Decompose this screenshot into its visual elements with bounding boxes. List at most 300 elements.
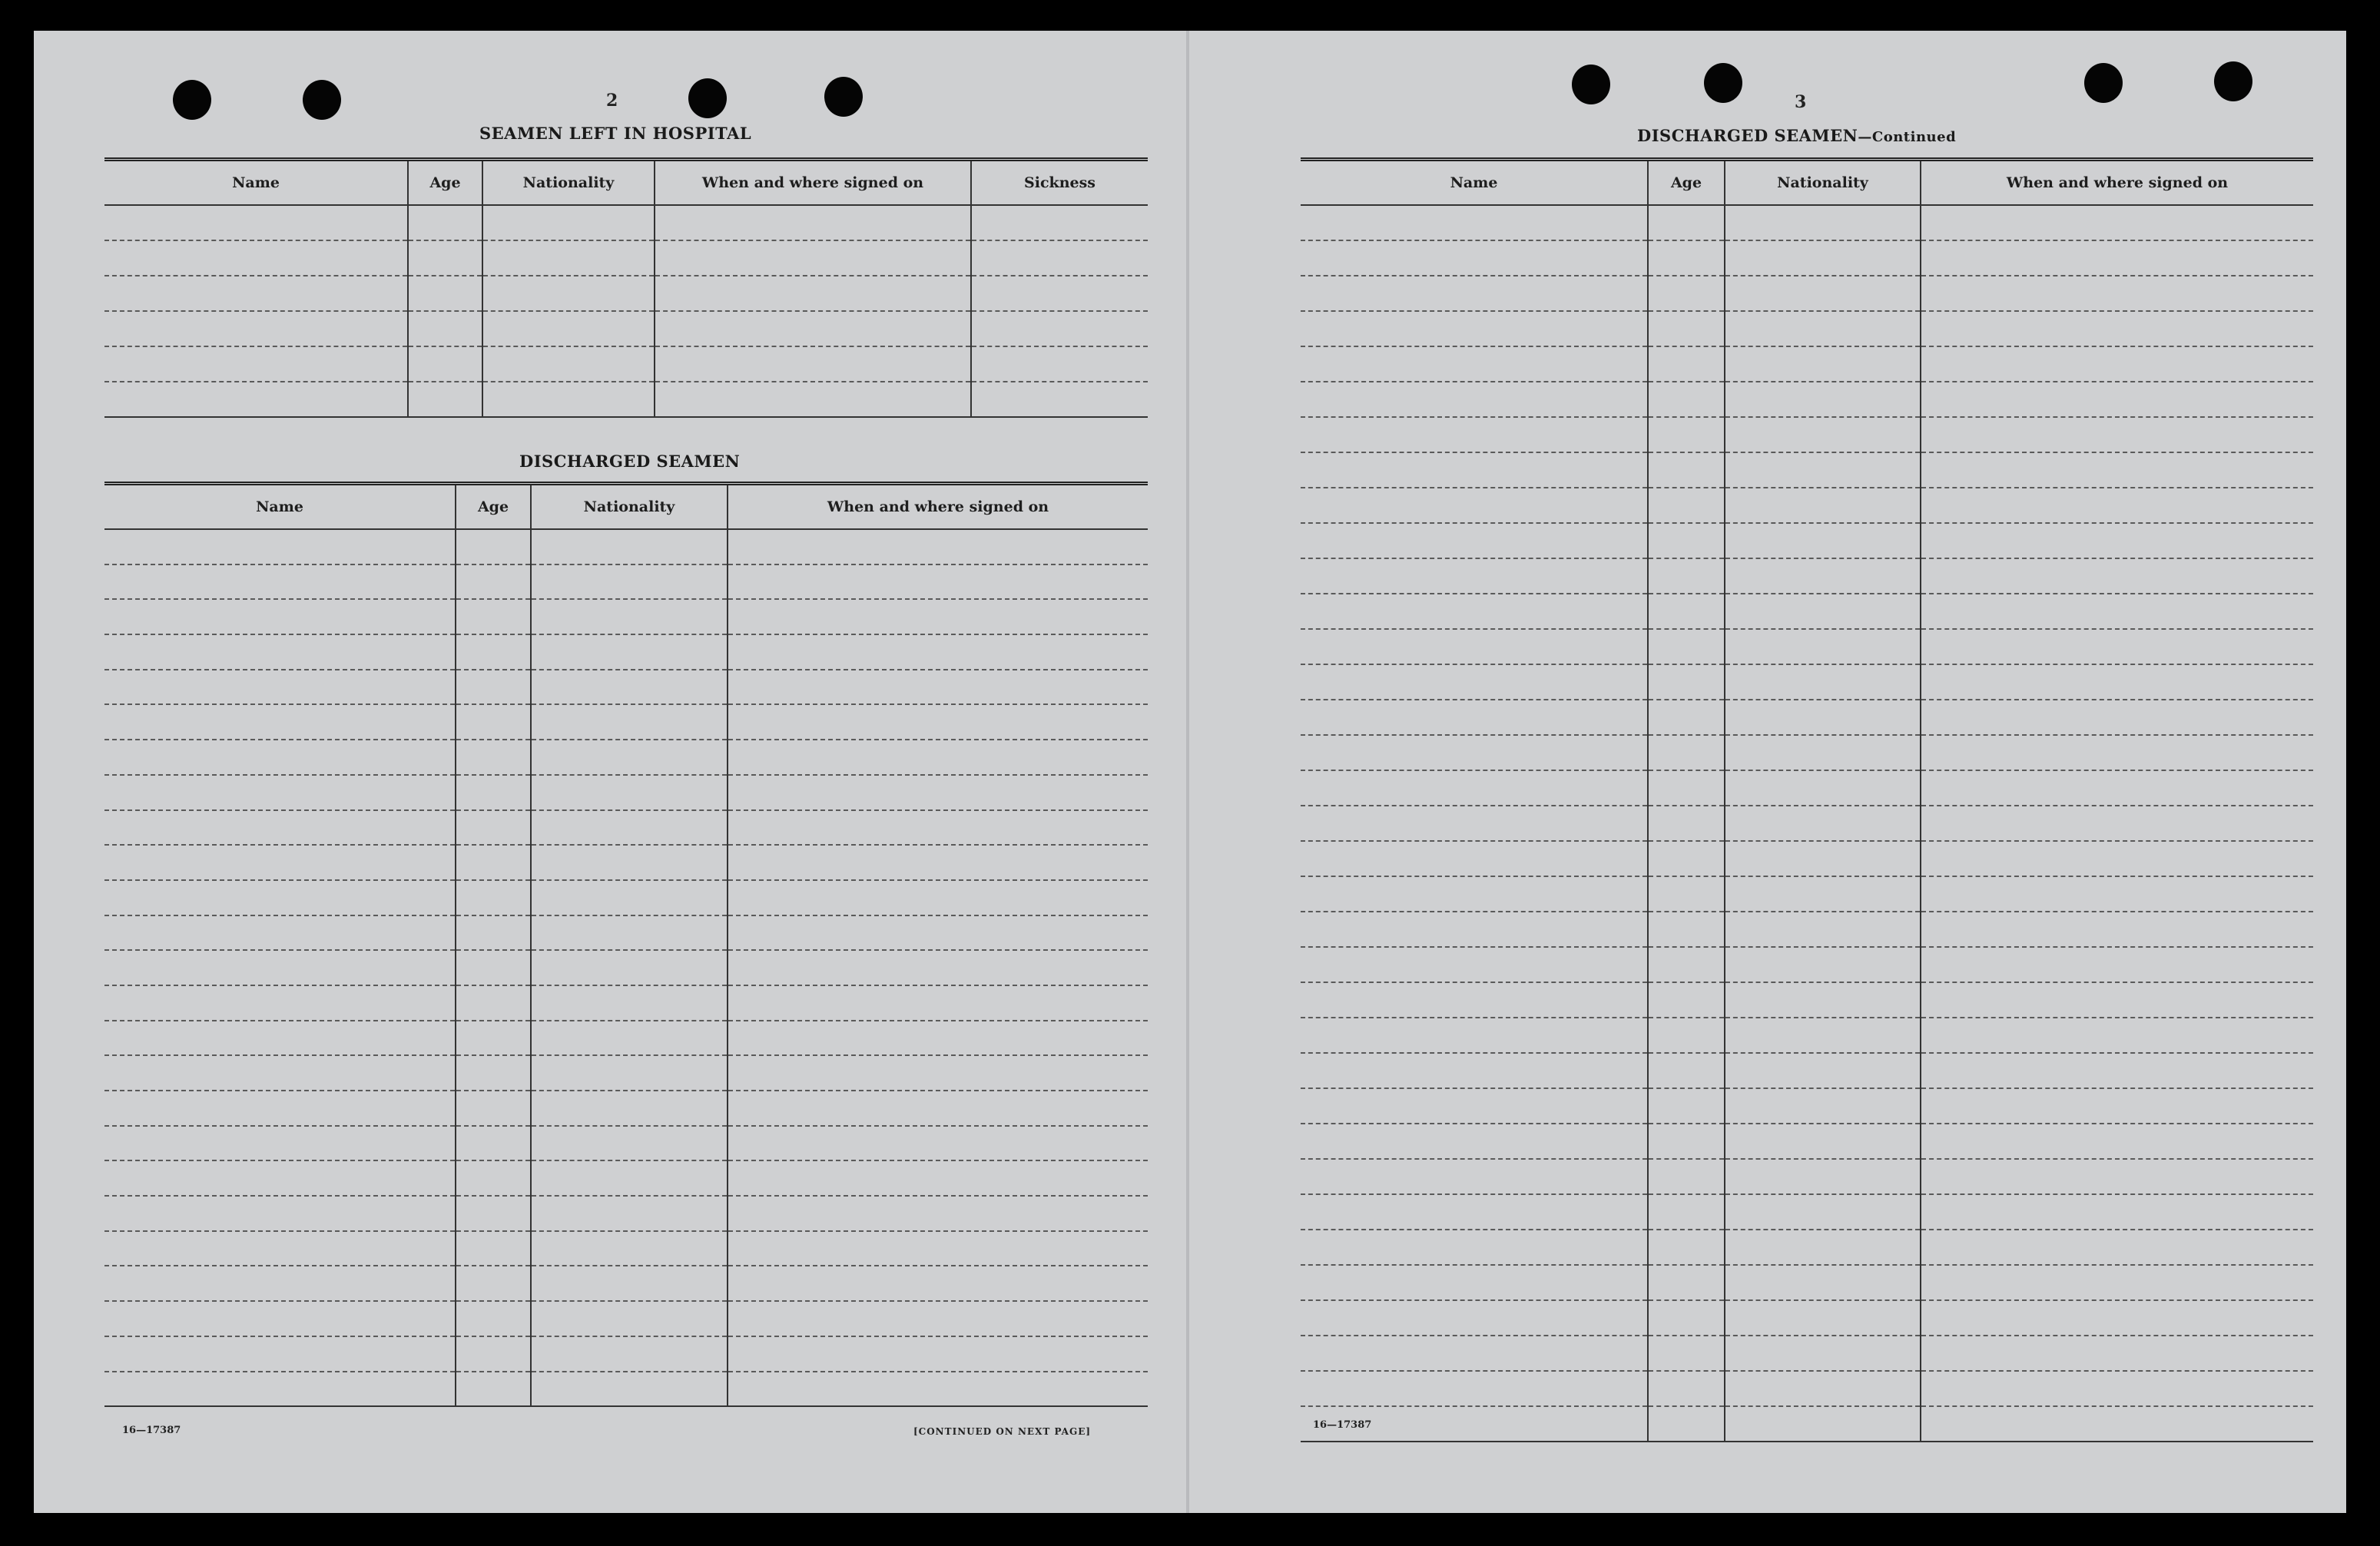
blank-cell	[1648, 841, 1725, 876]
blank-row	[104, 775, 1148, 810]
blank-row	[104, 1196, 1148, 1231]
blank-cell	[1648, 452, 1725, 488]
blank-cell	[1725, 1300, 1921, 1336]
blank-cell	[1301, 629, 1648, 664]
blank-cell	[1301, 1053, 1648, 1088]
blank-cell	[1921, 417, 2313, 452]
blank-cell	[1725, 558, 1921, 594]
blank-row	[1301, 1088, 2313, 1124]
column-header-nationality: Nationality	[482, 160, 655, 206]
blank-cell	[104, 1301, 456, 1336]
blank-cell	[408, 346, 482, 382]
blank-cell	[531, 1055, 728, 1091]
section-title-main: DISCHARGED SEAMEN	[1637, 126, 1858, 145]
punch-hole	[1572, 65, 1610, 104]
blank-cell	[1648, 1406, 1725, 1442]
blank-cell	[1648, 558, 1725, 594]
blank-cell	[531, 1336, 728, 1372]
blank-cell	[104, 1196, 456, 1231]
hospital-header-row	[104, 160, 1148, 206]
discharged-continued-title	[1637, 126, 1956, 145]
blank-row	[1301, 488, 2313, 523]
blank-cell	[728, 950, 1148, 985]
blank-cell	[531, 564, 728, 600]
blank-cell	[531, 1301, 728, 1336]
blank-cell	[1301, 664, 1648, 700]
blank-row	[1301, 205, 2313, 240]
blank-cell	[971, 382, 1148, 417]
blank-cell	[531, 775, 728, 810]
column-header-nationality: Nationality	[531, 484, 728, 530]
blank-cell	[1725, 806, 1921, 841]
blank-cell	[104, 810, 456, 846]
blank-cell	[1921, 382, 2313, 417]
blank-cell	[456, 670, 531, 705]
column-header-name: Name	[104, 160, 408, 206]
blank-cell	[456, 845, 531, 880]
blank-cell	[1725, 876, 1921, 912]
blank-cell	[104, 346, 408, 382]
blank-cell	[1301, 1371, 1648, 1406]
blank-cell	[1921, 1300, 2313, 1336]
blank-cell	[1921, 558, 2313, 594]
blank-cell	[104, 915, 456, 951]
right-page	[1190, 31, 2346, 1513]
blank-cell	[1648, 417, 1725, 452]
blank-cell	[456, 950, 531, 985]
blank-cell	[1725, 594, 1921, 629]
blank-cell	[531, 845, 728, 880]
blank-row	[1301, 629, 2313, 664]
blank-row	[1301, 876, 2313, 912]
blank-row	[104, 704, 1148, 740]
blank-cell	[1921, 452, 2313, 488]
blank-row	[1301, 700, 2313, 735]
blank-cell	[1301, 912, 1648, 947]
punch-hole	[2214, 61, 2252, 101]
blank-cell	[456, 1091, 531, 1126]
blank-cell	[971, 205, 1148, 240]
left-page	[34, 31, 1186, 1513]
blank-row	[104, 1266, 1148, 1301]
blank-cell	[1301, 205, 1648, 240]
blank-cell	[1648, 770, 1725, 806]
blank-row	[104, 880, 1148, 915]
blank-cell	[728, 845, 1148, 880]
blank-cell	[1921, 806, 2313, 841]
blank-cell	[104, 880, 456, 915]
blank-cell	[482, 346, 655, 382]
blank-cell	[1725, 417, 1921, 452]
blank-row	[1301, 770, 2313, 806]
blank-cell	[1301, 240, 1648, 276]
blank-cell	[1725, 700, 1921, 735]
blank-cell	[1301, 1159, 1648, 1194]
blank-cell	[655, 382, 971, 417]
blank-cell	[1725, 346, 1921, 382]
blank-row	[104, 382, 1148, 417]
blank-cell	[1725, 382, 1921, 417]
blank-cell	[104, 382, 408, 417]
blank-cell	[1301, 1194, 1648, 1230]
blank-cell	[531, 950, 728, 985]
blank-row	[1301, 947, 2313, 982]
blank-cell	[1301, 276, 1648, 311]
blank-cell	[728, 599, 1148, 634]
blank-cell	[1301, 1230, 1648, 1265]
blank-cell	[482, 240, 655, 276]
blank-row	[104, 205, 1148, 240]
blank-cell	[408, 240, 482, 276]
blank-cell	[728, 740, 1148, 775]
blank-cell	[408, 205, 482, 240]
blank-cell	[531, 810, 728, 846]
blank-cell	[1921, 1088, 2313, 1124]
blank-row	[104, 599, 1148, 634]
blank-row	[104, 1021, 1148, 1056]
blank-cell	[104, 775, 456, 810]
blank-cell	[104, 311, 408, 346]
blank-cell	[1725, 1088, 1921, 1124]
blank-cell	[1301, 1124, 1648, 1159]
discharged-continued-header-row	[1301, 160, 2313, 206]
blank-cell	[655, 311, 971, 346]
blank-row	[1301, 311, 2313, 346]
blank-row	[104, 1160, 1148, 1196]
blank-cell	[531, 1231, 728, 1266]
blank-cell	[1921, 523, 2313, 558]
blank-cell	[1648, 1371, 1725, 1406]
blank-cell	[104, 1266, 456, 1301]
blank-cell	[456, 740, 531, 775]
blank-cell	[1648, 1300, 1725, 1336]
blank-cell	[728, 529, 1148, 564]
blank-cell	[456, 880, 531, 915]
blank-cell	[1921, 1018, 2313, 1053]
blank-cell	[104, 599, 456, 634]
blank-cell	[1648, 876, 1725, 912]
blank-row	[1301, 558, 2313, 594]
blank-cell	[1301, 700, 1648, 735]
blank-cell	[1301, 523, 1648, 558]
blank-row	[104, 915, 1148, 951]
blank-cell	[531, 634, 728, 670]
blank-cell	[1725, 1124, 1921, 1159]
blank-cell	[104, 1021, 456, 1056]
column-header-signed-on: When and where signed on	[728, 484, 1148, 530]
blank-cell	[482, 311, 655, 346]
blank-cell	[1648, 982, 1725, 1018]
hospital-section-title: SEAMEN LEFT IN HOSPITAL	[479, 124, 752, 143]
blank-cell	[1301, 594, 1648, 629]
blank-cell	[104, 240, 408, 276]
blank-row	[1301, 523, 2313, 558]
blank-cell	[104, 670, 456, 705]
blank-cell	[104, 1091, 456, 1126]
blank-cell	[104, 845, 456, 880]
blank-cell	[1301, 452, 1648, 488]
blank-row	[1301, 1371, 2313, 1406]
blank-cell	[1725, 452, 1921, 488]
blank-cell	[531, 1196, 728, 1231]
blank-cell	[1648, 1230, 1725, 1265]
blank-row	[1301, 382, 2313, 417]
blank-cell	[1725, 1194, 1921, 1230]
blank-cell	[456, 1266, 531, 1301]
blank-cell	[456, 1055, 531, 1091]
blank-cell	[456, 915, 531, 951]
blank-row	[1301, 982, 2313, 1018]
blank-cell	[728, 810, 1148, 846]
blank-cell	[1301, 1018, 1648, 1053]
blank-cell	[728, 634, 1148, 670]
blank-cell	[104, 529, 456, 564]
blank-cell	[1921, 1230, 2313, 1265]
blank-cell	[1921, 276, 2313, 311]
blank-cell	[456, 599, 531, 634]
blank-cell	[104, 1126, 456, 1161]
blank-cell	[1648, 488, 1725, 523]
hospital-table	[104, 157, 1148, 418]
discharged-section-title: DISCHARGED SEAMEN	[519, 452, 741, 471]
page-number: 3	[1795, 92, 1807, 112]
blank-cell	[728, 775, 1148, 810]
blank-row	[1301, 1265, 2313, 1300]
blank-cell	[531, 740, 728, 775]
blank-cell	[728, 985, 1148, 1021]
column-header-signed-on: When and where signed on	[655, 160, 971, 206]
blank-cell	[1725, 1018, 1921, 1053]
blank-cell	[531, 529, 728, 564]
blank-cell	[1921, 1053, 2313, 1088]
blank-row	[104, 670, 1148, 705]
blank-cell	[456, 1021, 531, 1056]
blank-cell	[1725, 947, 1921, 982]
blank-cell	[456, 1231, 531, 1266]
blank-cell	[1921, 1371, 2313, 1406]
blank-cell	[1301, 1088, 1648, 1124]
blank-cell	[728, 1266, 1148, 1301]
blank-row	[1301, 240, 2313, 276]
blank-cell	[1921, 1265, 2313, 1300]
blank-cell	[1648, 205, 1725, 240]
blank-cell	[1725, 912, 1921, 947]
blank-cell	[1725, 841, 1921, 876]
blank-cell	[728, 1021, 1148, 1056]
blank-cell	[1301, 382, 1648, 417]
blank-cell	[655, 346, 971, 382]
blank-cell	[1725, 1406, 1921, 1442]
blank-cell	[408, 276, 482, 311]
blank-cell	[728, 1160, 1148, 1196]
blank-cell	[1648, 1124, 1725, 1159]
blank-row	[1301, 1018, 2313, 1053]
blank-cell	[1301, 1300, 1648, 1336]
blank-row	[104, 634, 1148, 670]
blank-cell	[728, 880, 1148, 915]
blank-cell	[1921, 488, 2313, 523]
blank-cell	[1725, 982, 1921, 1018]
blank-cell	[1725, 1336, 1921, 1371]
blank-row	[104, 810, 1148, 846]
blank-cell	[482, 205, 655, 240]
column-header-signed-on: When and where signed on	[1921, 160, 2313, 206]
blank-cell	[1301, 417, 1648, 452]
blank-cell	[456, 1336, 531, 1372]
blank-row	[1301, 1053, 2313, 1088]
blank-cell	[1648, 1159, 1725, 1194]
blank-row	[1301, 346, 2313, 382]
blank-cell	[408, 311, 482, 346]
blank-cell	[104, 1372, 456, 1407]
blank-cell	[1301, 982, 1648, 1018]
blank-row	[1301, 1159, 2313, 1194]
blank-cell	[456, 775, 531, 810]
blank-row	[104, 529, 1148, 564]
blank-cell	[456, 985, 531, 1021]
blank-cell	[456, 1196, 531, 1231]
blank-row	[1301, 664, 2313, 700]
blank-cell	[1648, 947, 1725, 982]
blank-row	[104, 240, 1148, 276]
blank-cell	[1648, 735, 1725, 770]
blank-cell	[531, 1126, 728, 1161]
blank-cell	[104, 704, 456, 740]
blank-cell	[1301, 876, 1648, 912]
blank-cell	[1725, 1371, 1921, 1406]
blank-cell	[971, 240, 1148, 276]
blank-cell	[1921, 205, 2313, 240]
blank-cell	[971, 346, 1148, 382]
blank-row	[104, 346, 1148, 382]
blank-cell	[1725, 1053, 1921, 1088]
blank-cell	[1725, 735, 1921, 770]
blank-cell	[1301, 558, 1648, 594]
blank-cell	[1648, 240, 1725, 276]
column-header-name: Name	[104, 484, 456, 530]
blank-row	[104, 1231, 1148, 1266]
column-header-name: Name	[1301, 160, 1648, 206]
form-number: 16—17387	[1313, 1419, 1372, 1431]
column-header-age: Age	[456, 484, 531, 530]
blank-row	[1301, 594, 2313, 629]
column-header-age: Age	[1648, 160, 1725, 206]
blank-cell	[531, 1160, 728, 1196]
blank-cell	[456, 810, 531, 846]
blank-row	[104, 1301, 1148, 1336]
blank-cell	[1725, 276, 1921, 311]
blank-cell	[1648, 912, 1725, 947]
blank-cell	[1921, 982, 2313, 1018]
blank-cell	[104, 985, 456, 1021]
blank-cell	[531, 985, 728, 1021]
blank-cell	[482, 382, 655, 417]
blank-cell	[728, 1091, 1148, 1126]
column-header-age: Age	[408, 160, 482, 206]
punch-hole	[303, 80, 341, 120]
blank-row	[104, 276, 1148, 311]
blank-cell	[1921, 240, 2313, 276]
blank-row	[1301, 1124, 2313, 1159]
blank-cell	[104, 276, 408, 311]
blank-cell	[1648, 1336, 1725, 1371]
blank-row	[1301, 841, 2313, 876]
blank-row	[1301, 452, 2313, 488]
punch-hole	[2084, 63, 2123, 103]
blank-cell	[1648, 700, 1725, 735]
blank-row	[1301, 735, 2313, 770]
blank-cell	[456, 634, 531, 670]
blank-cell	[1921, 594, 2313, 629]
section-title-suffix: —Continued	[1858, 129, 1957, 145]
blank-cell	[1648, 664, 1725, 700]
discharged-continued-table	[1301, 157, 2313, 1442]
blank-cell	[1921, 947, 2313, 982]
blank-cell	[104, 740, 456, 775]
blank-cell	[655, 205, 971, 240]
page-fold	[1186, 31, 1189, 1513]
blank-cell	[1725, 1159, 1921, 1194]
blank-cell	[728, 670, 1148, 705]
blank-cell	[655, 276, 971, 311]
blank-cell	[1301, 770, 1648, 806]
blank-cell	[1301, 311, 1648, 346]
column-header-nationality: Nationality	[1725, 160, 1921, 206]
blank-cell	[531, 1091, 728, 1126]
blank-cell	[1921, 1194, 2313, 1230]
blank-row	[1301, 806, 2313, 841]
blank-cell	[728, 1196, 1148, 1231]
blank-cell	[728, 1055, 1148, 1091]
blank-row	[1301, 1194, 2313, 1230]
blank-cell	[655, 240, 971, 276]
blank-row	[1301, 1406, 2313, 1442]
blank-cell	[1301, 841, 1648, 876]
blank-cell	[1648, 276, 1725, 311]
blank-cell	[1921, 700, 2313, 735]
blank-cell	[456, 1126, 531, 1161]
blank-row	[1301, 912, 2313, 947]
blank-cell	[531, 1266, 728, 1301]
blank-cell	[1921, 346, 2313, 382]
blank-cell	[1921, 1406, 2313, 1442]
blank-cell	[1921, 311, 2313, 346]
blank-cell	[456, 529, 531, 564]
blank-cell	[1648, 1265, 1725, 1300]
scanned-document	[34, 31, 2346, 1513]
blank-cell	[1725, 523, 1921, 558]
blank-cell	[728, 1231, 1148, 1266]
blank-row	[104, 845, 1148, 880]
blank-cell	[728, 564, 1148, 600]
punch-hole	[173, 80, 211, 120]
blank-cell	[104, 950, 456, 985]
blank-cell	[104, 1231, 456, 1266]
blank-cell	[531, 670, 728, 705]
blank-cell	[1921, 1336, 2313, 1371]
blank-cell	[1725, 1230, 1921, 1265]
blank-cell	[1648, 1018, 1725, 1053]
blank-cell	[1648, 1088, 1725, 1124]
blank-cell	[1725, 770, 1921, 806]
blank-cell	[531, 915, 728, 951]
blank-row	[1301, 1300, 2313, 1336]
blank-cell	[1301, 346, 1648, 382]
blank-cell	[728, 1301, 1148, 1336]
blank-cell	[1301, 735, 1648, 770]
blank-row	[1301, 1336, 2313, 1371]
blank-cell	[104, 564, 456, 600]
